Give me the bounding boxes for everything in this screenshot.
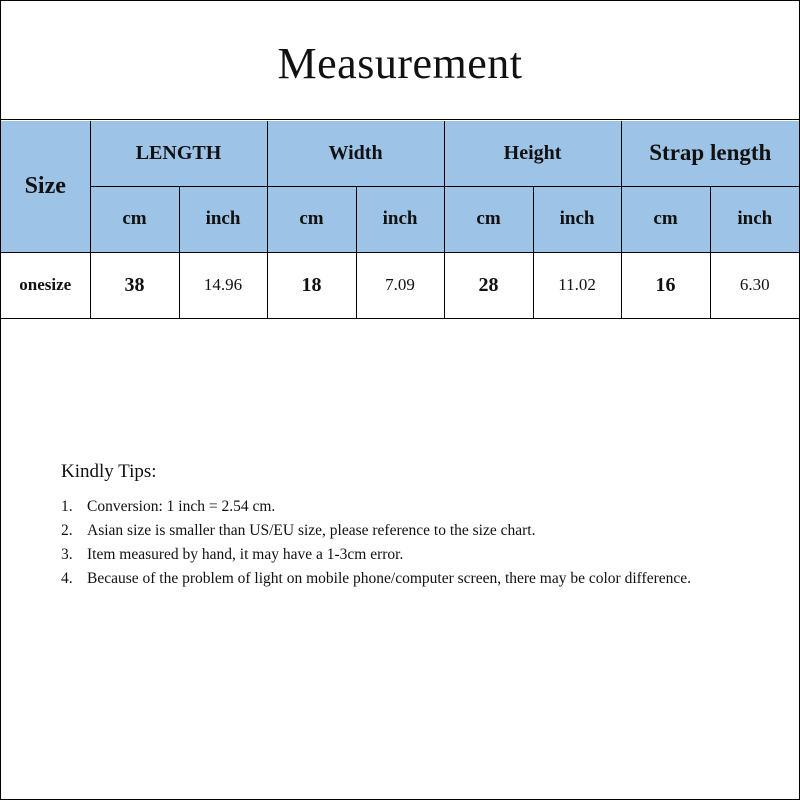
list-item-number: 1. <box>61 498 73 515</box>
strap-length-header: Strap length <box>621 121 799 186</box>
tips-list <box>61 495 741 591</box>
page-title: Measurement <box>1 1 799 120</box>
size-table <box>1 121 799 319</box>
tips-heading: Kindly Tips: <box>61 461 157 482</box>
table-row <box>1 252 799 318</box>
list-item-text: Conversion: 1 inch = 2.54 cm. <box>87 498 276 515</box>
width-header: Width <box>267 121 444 186</box>
kindly-tips <box>61 461 741 591</box>
list-item-number: 4. <box>61 570 73 587</box>
list-item-text: Item measured by hand, it may have a 1-3cm error. <box>87 546 404 563</box>
list-item <box>61 543 741 567</box>
length-inch-value: 14.96 <box>179 252 267 318</box>
list-item-text: Asian size is smaller than US/EU size, please reference to the size chart. <box>87 522 536 539</box>
width-inch-value: 7.09 <box>356 252 444 318</box>
list-item-number: 3. <box>61 546 73 563</box>
height-inch-unit: inch <box>533 186 621 252</box>
list-item <box>61 519 741 543</box>
list-item-number: 2. <box>61 522 73 539</box>
row-size-label: onesize <box>1 252 90 318</box>
list-item <box>61 567 741 591</box>
strap-inch-value: 6.30 <box>710 252 799 318</box>
width-cm-value: 18 <box>267 252 356 318</box>
list-item-text: Because of the problem of light on mobile phone/computer screen, there may be color difference. <box>87 570 691 587</box>
strap-cm-unit: cm <box>621 186 710 252</box>
length-header: LENGTH <box>90 121 267 186</box>
height-header: Height <box>444 121 621 186</box>
length-inch-unit: inch <box>179 186 267 252</box>
length-cm-unit: cm <box>90 186 179 252</box>
strap-cm-value: 16 <box>621 252 710 318</box>
size-header: Size <box>1 121 90 252</box>
width-inch-unit: inch <box>356 186 444 252</box>
height-cm-unit: cm <box>444 186 533 252</box>
height-cm-value: 28 <box>444 252 533 318</box>
strap-inch-unit: inch <box>710 186 799 252</box>
list-item <box>61 495 741 519</box>
height-inch-value: 11.02 <box>533 252 621 318</box>
length-cm-value: 38 <box>90 252 179 318</box>
width-cm-unit: cm <box>267 186 356 252</box>
